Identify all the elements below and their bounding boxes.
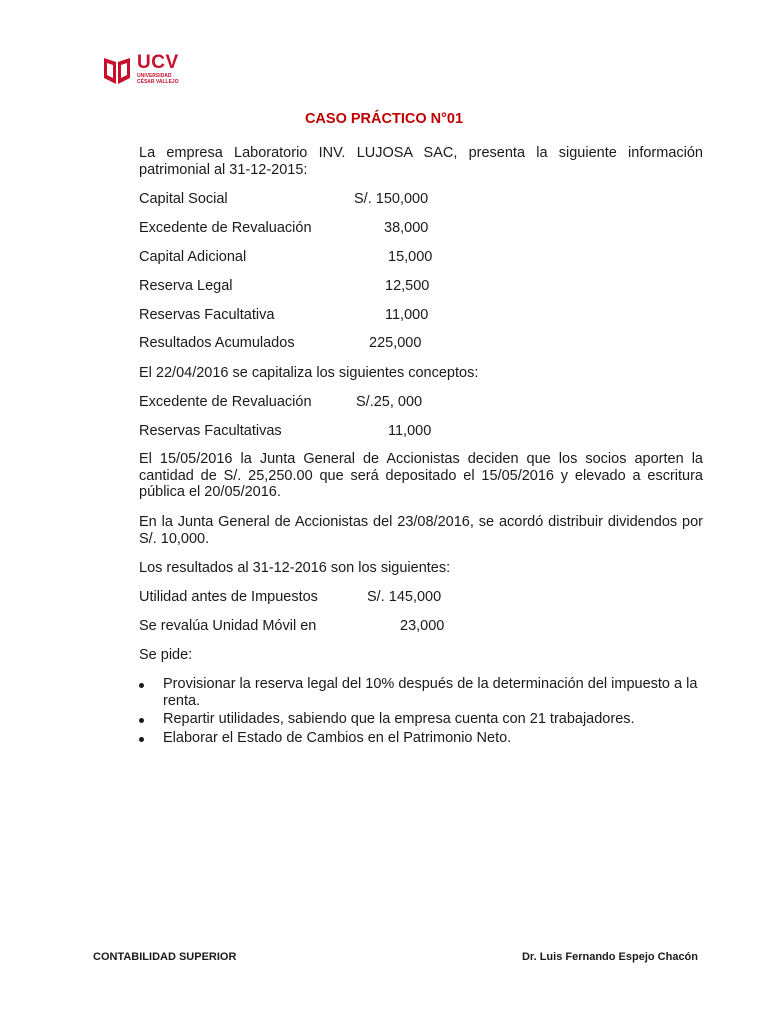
- ucv-shield-icon: [102, 54, 132, 86]
- task-text: Repartir utilidades, sabiendo que la empresa cuenta con 21 trabajadores.: [163, 711, 635, 727]
- bullet-icon: [139, 683, 144, 688]
- row-value: S/.25, 000: [356, 394, 423, 410]
- task-text: Elaborar el Estado de Cambios en el Patrimonio Neto.: [163, 729, 512, 746]
- row-value: S/. 145,000: [367, 589, 442, 605]
- bullet-icon: [139, 718, 144, 723]
- row-label: Reserva Legal: [139, 278, 233, 294]
- document-title: CASO PRÁCTICO N°01: [304, 111, 464, 127]
- row-value: 11,000: [388, 423, 432, 439]
- row-value: 23,000: [400, 618, 445, 634]
- task-item: [139, 730, 703, 747]
- row-value: 38,000: [384, 220, 429, 236]
- row-label: Capital Adicional: [139, 249, 247, 265]
- resultados-intro: Los resultados al 31-12-2016 son los siguientes:: [139, 560, 451, 576]
- row-value: 15,000: [388, 249, 433, 265]
- bullet-icon: [139, 737, 144, 742]
- task-list: [139, 676, 703, 748]
- junta-paragraph-2: En la Junta General de Accionistas del 23/08/2016, se acordó distribuir dividendos por S/. 10,000.: [139, 514, 703, 547]
- se-pide-label: Se pide:: [139, 647, 193, 663]
- row-label: Resultados Acumulados: [139, 335, 295, 351]
- row-label: Utilidad antes de Impuestos: [139, 589, 318, 605]
- task-item: [139, 711, 703, 728]
- row-value: 225,000: [369, 335, 422, 351]
- row-label: Reservas Facultativas: [139, 423, 282, 439]
- row-label: Capital Social: [139, 191, 228, 207]
- logo-subtitle-2: CÉSAR VALLEJO: [137, 79, 179, 85]
- junta-paragraph-1: El 15/05/2016 la Junta General de Accionistas deciden que los socios aporten la cantidad de S/. 25,250.00 que será depositado el 15/05/2016 y elevado a escritura pública el 20/05/2016.: [139, 451, 703, 500]
- row-value: 11,000: [385, 307, 429, 323]
- row-label: Excedente de Revaluación: [139, 394, 312, 410]
- footer-author: Dr. Luis Fernando Espejo Chacón: [521, 951, 698, 963]
- row-label: Se revalúa Unidad Móvil en: [139, 618, 317, 634]
- row-label: Excedente de Revaluación: [139, 220, 312, 236]
- row-label: Reservas Facultativa: [139, 307, 275, 323]
- capitaliza-intro: El 22/04/2016 se capitaliza los siguientes conceptos:: [139, 365, 479, 381]
- row-value: S/. 150,000: [354, 191, 429, 207]
- intro-paragraph: La empresa Laboratorio INV. LUJOSA SAC, presenta la siguiente información patrimonial al 31-12-2015:: [139, 145, 703, 178]
- row-value: 12,500: [385, 278, 430, 294]
- footer-course: CONTABILIDAD SUPERIOR: [93, 951, 237, 963]
- logo-text: UCV: [137, 52, 179, 73]
- logo-subtitle-1: UNIVERSIDAD: [137, 73, 172, 79]
- task-item: [139, 676, 703, 709]
- task-text: Provisionar la reserva legal del 10% después de la determinación del impuesto a la renta.: [163, 676, 698, 709]
- ucv-logo: [102, 52, 192, 88]
